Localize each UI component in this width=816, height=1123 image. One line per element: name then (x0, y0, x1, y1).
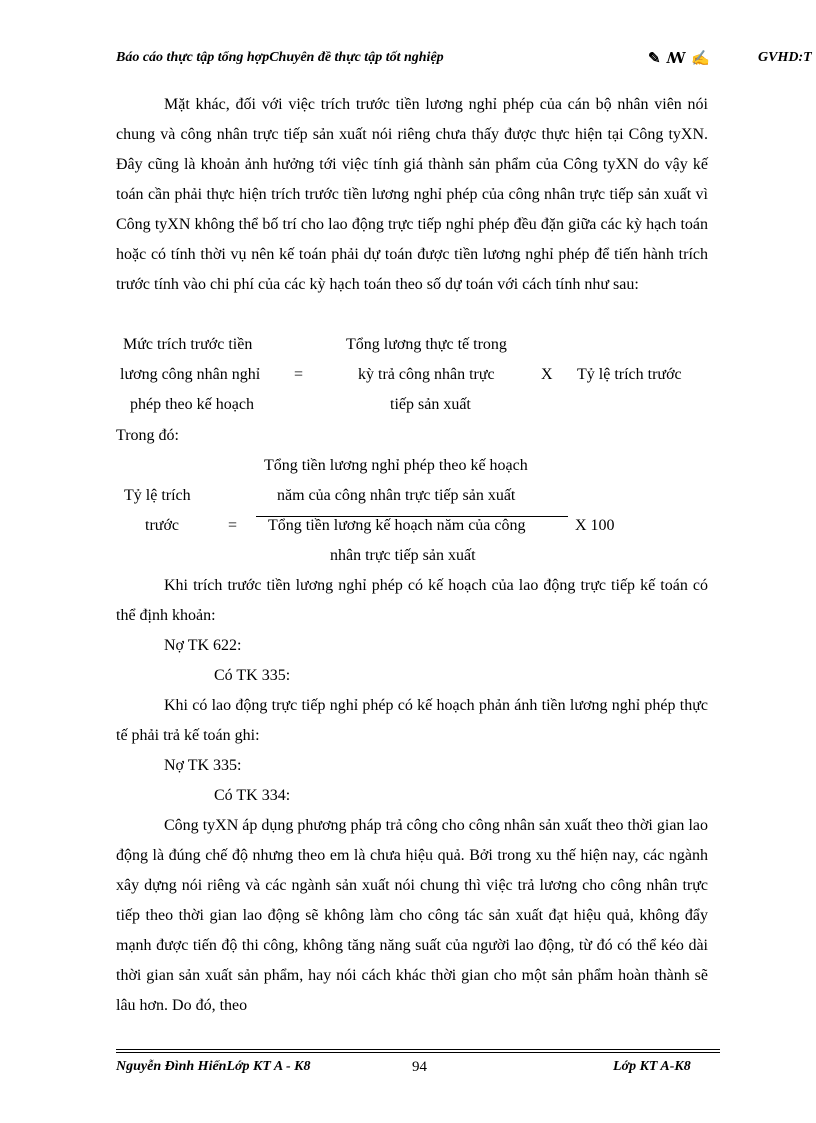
formula1-times: X (541, 366, 553, 383)
paragraph-2: Khi trích trước tiền lương nghỉ phép có kế hoạch của lao động trực tiếp kế toán có thể định khoản: (116, 577, 708, 624)
formula2-multiplier: X 100 (575, 517, 615, 534)
formula1-right: Tỷ lệ trích trước (577, 366, 682, 383)
formula2-denominator-line2: nhân trực tiếp sản xuất (330, 547, 476, 564)
formula2-denominator-line1: Tổng tiền lương kế hoạch năm của công (268, 517, 526, 534)
footer-rule-top (116, 1049, 720, 1050)
trong-do-label: Trong đó: (116, 427, 179, 444)
formula1-left-line2: lương công nhân nghỉ (120, 366, 261, 383)
header-advisor: GVHD:T (758, 50, 812, 65)
footer-author: Nguyễn Đình HiểnLớp KT A - K8 (116, 1059, 311, 1074)
header-ornament-icon: ✎ ꟿ ✍ (648, 51, 712, 67)
formula1-middle-line3: tiếp sản xuất (390, 396, 471, 413)
formula1-middle-line1: Tổng lương thực tế trong (346, 336, 507, 353)
paragraph-1: Mặt khác, đối với việc trích trước tiền lương nghỉ phép của cán bộ nhân viên nói chung và công nhân trực tiếp sản xuất nói riêng chưa thấy được thực hiện tại Công tyXN. Đây cũng là khoản ảnh hưởng tới việc tính giá thành sản phẩm của Công tyXN do vậy kế toán cần phải thực hiện trích trước tiền lương nghỉ phép của công nhân trực tiếp sản xuất vì Công tyXN không thể bố trí cho lao động trực tiếp nghỉ phép đều đặn giữa các kỳ hạch toán hoặc có tính thời vụ nên kế toán phải dự toán được tiền lương nghỉ phép để tiến hành trích trước tính vào chi phí của các kỳ hạch toán theo số dự toán với cách tính như sau: (116, 96, 708, 293)
formula1-middle-line2: kỳ trả công nhân trực (358, 366, 495, 383)
paragraph-4: Công tyXN áp dụng phương pháp trả công cho công nhân sản xuất theo thời gian lao động là đúng chế độ nhưng theo em là chưa hiệu quả. Bởi trong xu thế hiện nay, các ngành xây dựng nói riêng và các ngành sản xuất nói chung thì việc trả lương cho công nhân trực tiếp theo thời gian lao động sẽ không làm cho công tác sản xuất đạt hiệu quả, không đẩy mạnh được tiến độ thi công, không tăng năng suất của người lao động, từ đó có thể kéo dài thời gian sản xuất sản phẩm, hay nói cách khác thời gian cho một sản phẩm hoàn thành sẽ lâu hơn. Do đó, theo (116, 817, 708, 1014)
formula2-numerator-line1: Tổng tiền lương nghỉ phép theo kế hoạch (264, 457, 528, 474)
formula2-left-line2: trước (145, 517, 180, 534)
footer-rule-bottom (116, 1052, 720, 1053)
formula1-left-line3: phép theo kế hoạch (130, 396, 254, 413)
entry2-credit: Có TK 334: (214, 787, 291, 804)
formula2-equals: = (228, 517, 238, 534)
formula2-left-line1: Tỷ lệ trích (124, 487, 191, 504)
formula2-numerator-line2: năm của công nhân trực tiếp sản xuất (277, 487, 516, 504)
footer-class: Lớp KT A-K8 (613, 1059, 691, 1074)
formula1-equals: = (294, 366, 304, 383)
page-number: 94 (412, 1059, 427, 1075)
formula1-left-line1: Mức trích trước tiền (123, 336, 253, 353)
paragraph-3: Khi có lao động trực tiếp nghỉ phép có kế hoạch phản ánh tiền lương nghỉ phép thực tế phải trả kế toán ghi: (116, 697, 708, 744)
header-title: Báo cáo thực tập tổng hợpChuyên đề thực tập tốt nghiệp (116, 50, 444, 65)
entry1-credit: Có TK 335: (214, 667, 291, 684)
entry1-debit: Nợ TK 622: (164, 637, 242, 654)
entry2-debit: Nợ TK 335: (164, 757, 242, 774)
